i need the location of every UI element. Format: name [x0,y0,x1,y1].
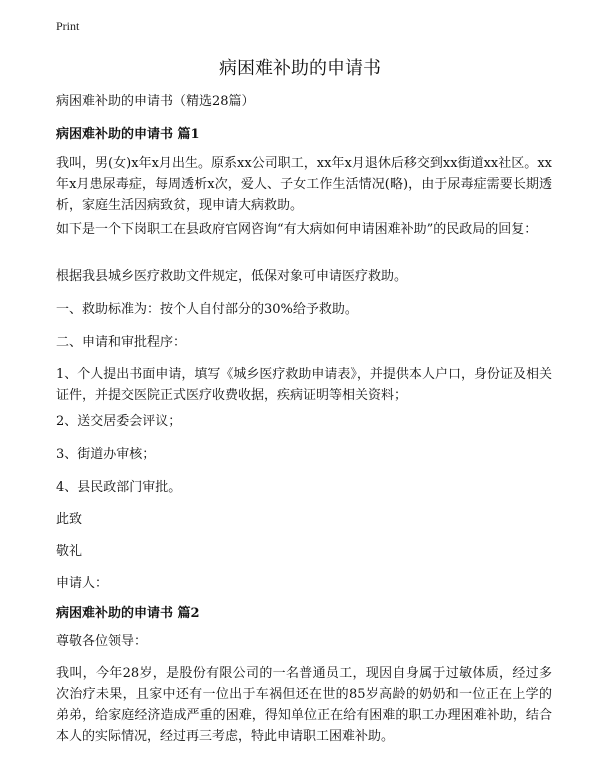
section1-step-3: 3、街道办审核； [56,447,156,462]
section2-greeting: 尊敬各位领导： [56,634,148,649]
section2-paragraph-intro: 我叫，今年28岁，是股份有限公司的一名普通员工，现因自身属于过敏体质，经过多次治疗未果，且家中还有一位出于车祸但还在世的85岁高龄的奶奶和一位正在上学的弟弟，给家庭经济造成严重的困难，得知单位正在给有困难的职工办理困难补助，结合本人的实际情况，经过再三考虑，特此申请职工困难补助。 [56,666,552,744]
page-title: 病困难补助的申请书 [219,58,381,79]
section-heading-2: 病困难补助的申请书 篇2 [56,606,200,621]
print-link[interactable]: Print [56,19,80,33]
section1-paragraph-reply: 如下是一个下岗职工在县政府官网咨询“有大病如何申请困难补助”的民政局的回复： [56,222,538,237]
section1-paragraph-standard: 一、救助标准为：按个人自付部分的30%给予救助。 [56,302,358,317]
closing-regards: 此致 [56,512,83,527]
section1-paragraph-intro: 我叫，男(女)x年x月出生。原系xx公司职工，xx年x月退休后移交到xx街道xx社区。xx年x月患尿毒症，每周透析x次，爱人、子女工作生活情况(略)，由于尿毒症需要长期透析，家庭生活因病致贫，现申请大病救助。 [56,156,552,213]
section1-step-2: 2、送交居委会评议； [56,414,182,429]
closing-salute: 敬礼 [56,544,83,559]
section1-step-1: 1、个人提出书面申请，填写《城乡医疗救助申请表》，并提供本人户口，身份证及相关证件，并提交医院正式医疗收费收据，疾病证明等相关资料； [56,367,552,403]
section1-paragraph-rule: 根据我县城乡医疗救助文件规定，低保对象可申请医疗救助。 [56,269,408,284]
section1-step-4: 4、县民政部门审批。 [56,480,182,495]
document-subtitle: 病困难补助的申请书（精选28篇） [56,94,255,109]
applicant-label: 申请人： [56,576,109,591]
section-heading-1: 病困难补助的申请书 篇1 [56,127,200,142]
section1-paragraph-procedure: 二、申请和审批程序： [56,335,187,350]
